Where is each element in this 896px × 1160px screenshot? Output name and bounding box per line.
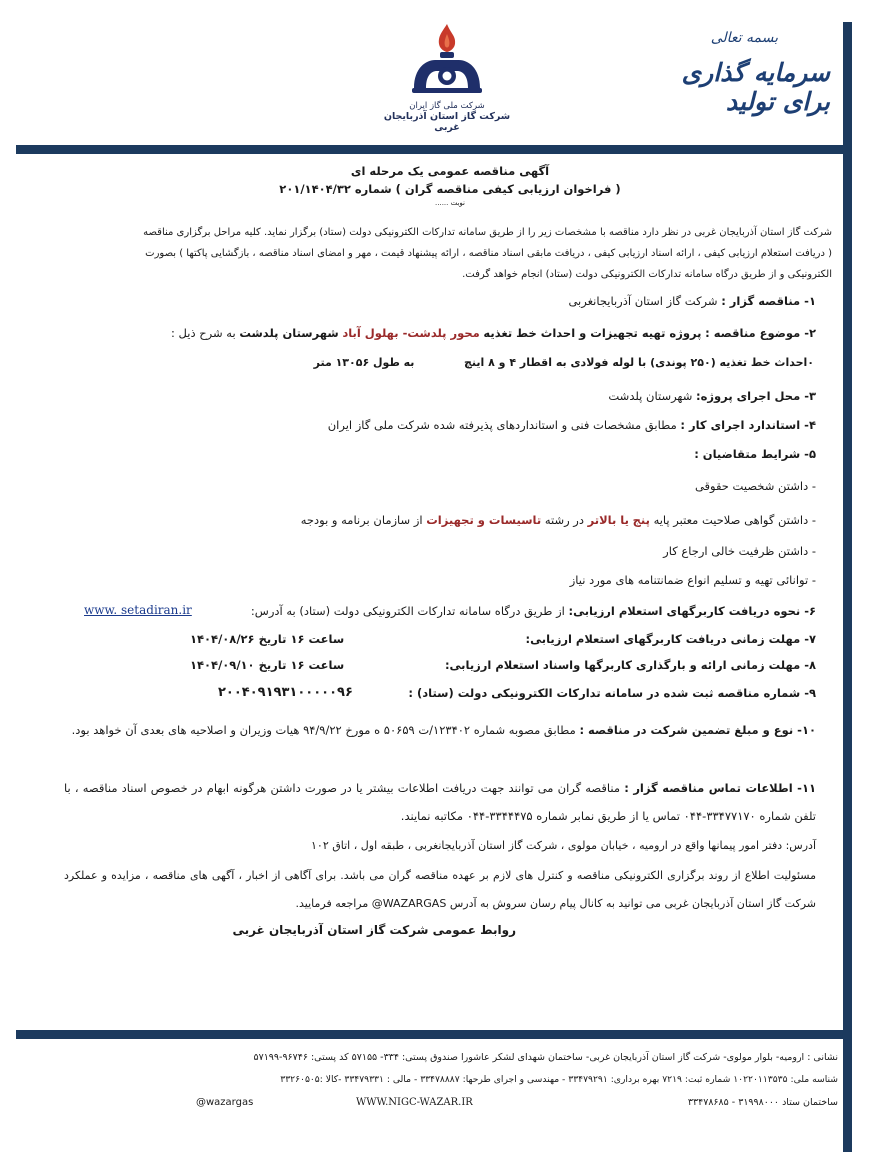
item-2-length: به طول ۱۳۰۵۶ متر <box>313 356 415 369</box>
item-11-value: مناقصه گران می توانند جهت دریافت اطلاعات بیشتر یا در صورت داشتن هرگونه ابهام در خصوص اسناد مناقصه ، با تلفن شماره ۳۳۴۷۷۱۷۰-۰۴۴ تماس یا از طریق نمابر شماره ۳۳۴۴۴۷۵-۰۴۴ مکاتبه نمایند. <box>64 781 816 823</box>
item-project-location <box>608 389 816 403</box>
notice-title-block <box>70 162 830 209</box>
req-2-part-a: - داشتن گواهی صلاحیت معتبر پایه <box>653 513 816 527</box>
notice-subtitle: ( فراخوان ارزیابی کیفی مناقصه گران ) شماره ۲۰۱/۱۴۰۴/۳۲ <box>279 182 621 196</box>
intro-line-2: ( دریافت استعلام ارزیابی کیفی ، ارائه اسناد ارزیابی کیفی ، دریافت مابقی اسناد مناقصه ، ارائه پیشنهاد قیمت ، مهر و امضای اسناد مناقصه ، بازگشایی پاکتها ) بصورت <box>145 248 832 259</box>
item-11-label: ۱۱- اطلاعات تماس مناقصه گزار : <box>624 781 817 795</box>
item-1-label: ۱- مناقصه گزار : <box>721 294 816 308</box>
slogan-text: سرمایه گذاری برای تولید <box>681 58 830 116</box>
item-8-label: ۸- مهلت زمانی ارائه و بارگذاری کاربرگها واسناد استعلام ارزیابی: <box>444 658 816 672</box>
footer-website[interactable]: WWW.NIGC-WAZAR.IR <box>356 1097 473 1108</box>
req-2-field: تاسیسات و تجهیزات <box>426 513 542 527</box>
item-submit-deadline <box>445 658 816 672</box>
req-2-grade: پنج <box>632 513 650 527</box>
item-applicant-conditions <box>694 447 816 461</box>
item-5-label: ۵- شرایط متقاضیان : <box>694 447 816 461</box>
setadiran-link[interactable]: www. setadiran.ir <box>84 603 192 617</box>
item-work-standard <box>328 418 816 432</box>
item-7-date: ساعت ۱۶ تاریخ ۱۴۰۴/۰۸/۲۶ <box>190 632 345 646</box>
item-1-value: شرکت گاز استان آذربایجانغربی <box>568 294 718 308</box>
bismillah-text: بسمه تعالی <box>710 30 778 46</box>
item-9-label: ۹- شماره مناقصه ثبت شده در سامانه تدارکات الکترونیکی دولت (ستاد) : <box>408 686 816 700</box>
req-2-part-d: در رشته <box>544 513 584 527</box>
item-2-label: ۲- موضوع مناقصه : <box>705 326 816 340</box>
slogan <box>650 30 830 130</box>
item-6-label: ۶- نحوه دریافت کاربرگهای استعلام ارزیابی: <box>568 604 816 618</box>
item-2-city: شهرستان پلدشت <box>239 326 339 340</box>
intro-paragraph <box>14 222 832 285</box>
flame-logo-icon <box>402 20 492 100</box>
item-tender-holder <box>568 294 816 308</box>
item-10-label: ۱۰- نوع و مبلغ تضمین شرکت در مناقصه : <box>579 723 816 737</box>
intro-line-1: شرکت گاز استان آذربایجان غربی در نظر دارد مناقصه با مشخصات زیر را از طریق سامانه تدارکات الکترونیکی دولت (ستاد) برگزار نماید. کلیه مراحل برگزاری مناقصه <box>143 227 832 238</box>
address-paragraph: آدرس: دفتر امور پیمانها واقع در ارومیه ، خیابان مولوی ، شرکت گاز استان آذربایجانغربی ، طبقه اول ، اتاق ۱۰۲ <box>311 839 816 852</box>
nigc-logo <box>372 20 522 140</box>
requirement-legal-entity: - داشتن شخصیت حقوقی <box>694 479 816 493</box>
footer-address: نشانی : ارومیه- بلوار مولوی- شرکت گاز استان آذربایجان غربی- ساختمان شهدای لشکر عاشورا صندوق پستی: ۳۳۴- ۵۷۱۵۵ کد پستی: ۹۶۷۴۶-۵۷۱۹۹ <box>253 1052 838 1063</box>
signature <box>232 923 516 937</box>
logo-company-name: شرکت گاز استان آذربایجان غربی <box>383 111 511 133</box>
item-7-label: ۷- مهلت زمانی دریافت کاربرگهای استعلام ارزیابی: <box>525 632 816 646</box>
item-3-label: ۳- محل اجرای پروژه: <box>696 389 816 403</box>
requirement-certificate <box>301 513 816 527</box>
nobat-text: نوبت ...... <box>435 199 465 207</box>
item-9-value-wrap <box>218 685 353 700</box>
intro-line-3: الکترونیکی و از طریق درگاه سامانه تدارکات الکترونیکی دولت (ستاد) انجام خواهد گرفت. <box>462 269 832 280</box>
notice-title: آگهی مناقصه عمومی یک مرحله ای <box>350 164 550 178</box>
logo-subtitle: شرکت ملی گاز ایران <box>409 101 485 111</box>
item-2-tail: به شرح ذیل : <box>171 326 236 340</box>
item-2-detail: ۰احداث خط تغذیه (۲۵۰ پوندی) با لوله فولادی به اقطار ۴ و ۸ اینچ <box>463 356 814 369</box>
right-border-bar <box>843 22 852 1152</box>
item-2-route: محور پلدشت- بهلول آباد <box>342 326 480 340</box>
item-guarantee <box>64 716 816 744</box>
item-contact-info <box>64 774 816 830</box>
req-2-part-f: از سازمان برنامه و بودجه <box>300 513 423 527</box>
item-8-date: ساعت ۱۶ تاریخ ۱۴۰۴/۰۹/۱۰ <box>190 658 345 672</box>
notice-paragraph: مسئولیت اطلاع از روند برگزاری الکترونیکی مناقصه و کنترل های لازم بر عهده مناقصه گران می باشد. برای آگاهی از اخبار ، آگهی های مناقصه ، مزایده و عملکرد شرکت گاز استان آذربایجان غربی می توانید به کانال پیام رسان سروش به آدرس WAZARGAS@ مراجعه فرمایید. <box>64 869 816 910</box>
item-2-detail-line <box>314 356 814 369</box>
item-4-value: مطابق مشخصات فنی و استانداردهای پذیرفته شده شرکت ملی گاز ایران <box>327 418 677 432</box>
item-receive-deadline <box>526 632 816 646</box>
item-7-value <box>190 632 344 646</box>
requirement-guarantees: - توانائی تهیه و تسلیم انواع ضمانتنامه های مورد نیاز <box>569 573 816 587</box>
footer-phones: ساختمان ستاد ۳۱۹۹۸۰۰۰ - ۳۳۴۷۸۶۸۵ <box>687 1097 838 1108</box>
item-2-subject: پروژه تهیه تجهیزات و احداث خط تغذیه <box>483 326 702 340</box>
item-tender-number <box>408 686 816 700</box>
item-10-value: مطابق مصوبه شماره ۱۲۳۴۰۲/ت ۵۰۶۵۹ ه مورخ ۹۴/۹/۲۲ هیات وزیران و اصلاحیه های بعدی آن خواهد بود. <box>71 723 576 737</box>
public-relations-signature: روابط عمومی شرکت گاز استان آذربایجان غربی <box>232 923 516 937</box>
item-3-value: شهرستان پلدشت <box>608 389 693 403</box>
footer-ids: شناسه ملی: ۱۰۲۲۰۱۱۳۵۳۵ شماره ثبت: ۷۲۱۹ بهره برداری: ۳۳۴۷۹۲۹۱ - مهندسی و اجرای طرحها: ۳۳۴۷۸۸۸۷ - مالی : ۳۳۴۷۹۳۳۱ -کالا :۳۳۲۶۰۵۰۵ <box>280 1074 838 1085</box>
item-receive-method <box>251 604 816 618</box>
footer-social-handle[interactable]: @wazargas <box>196 1097 254 1108</box>
footer-divider <box>16 1030 852 1039</box>
item-tender-subject <box>171 326 816 340</box>
item-6-value: از طریق درگاه سامانه تدارکات الکترونیکی دولت (ستاد) به آدرس: <box>250 604 565 618</box>
requirement-capacity: - داشتن ظرفیت خالی ارجاع کار <box>663 544 816 558</box>
item-9-number: ۲۰۰۴۰۹۱۹۳۱۰۰۰۰۰۹۶ <box>218 685 353 700</box>
header-divider <box>16 145 852 154</box>
item-4-label: ۴- استاندارد اجرای کار : <box>680 418 816 432</box>
req-2-or-higher: یا بالاتر <box>587 513 629 527</box>
item-8-value <box>190 658 344 672</box>
